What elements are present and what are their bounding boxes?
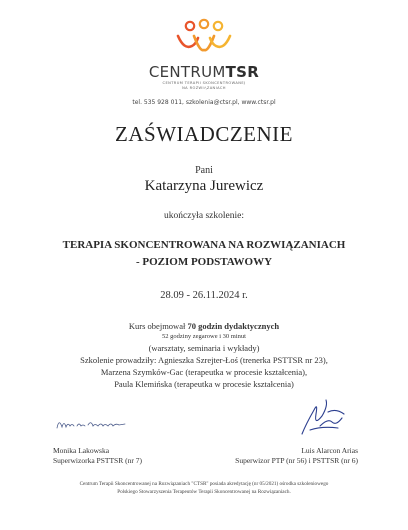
signer-right: [235, 446, 358, 466]
brand-tagline: [0, 81, 408, 91]
brand-light: CENTRUM: [148, 63, 226, 81]
signature-left-image: [55, 414, 127, 434]
logo: [0, 18, 408, 58]
course-dates: 28.09 - 26.11.2024 r.: [160, 290, 248, 301]
brand-name: [0, 63, 408, 81]
scope-prefix: Kurs obejmował: [128, 321, 188, 331]
scope-hours: 70 godzin dydaktycznych: [187, 321, 280, 331]
trainers-line-1: Szkolenie prowadziły: Agnieszka Szrejter-Łoś (trenerka PSTTSR nr 23),: [80, 355, 328, 365]
course-title-line-1: TERAPIA SKONCENTROWANA NA ROZWIĄZANIACH: [62, 239, 346, 251]
certificate-title: ZAŚWIADCZENIE: [115, 122, 293, 146]
signer-right-name: Luis Alarcon Arias: [301, 446, 358, 455]
contact-info: tel. 535 928 011, szkolenia@ctsr.pl, www.ctsr.pl: [132, 99, 276, 106]
signer-left: [53, 446, 142, 466]
signer-right-role: Superwizor PTP (nr 56) i PSTTSR (nr 6): [235, 456, 358, 465]
tagline-line-1: CENTRUM TERAPII SKONCENTROWANEJ: [162, 81, 246, 85]
completed-text: ukończyła szkolenie:: [164, 211, 244, 221]
signer-left-role: Superwizorka PSTTSR (nr 7): [53, 456, 142, 465]
trainers-line-3: Paula Klemińska (terapeutka w procesie kształcenia): [114, 379, 294, 389]
footer-line-2: Polskiego Stowarzyszenia Terapeutów Terapii Skoncentrowanej na Rozwiązaniach.: [117, 489, 291, 495]
salutation: Pani: [195, 165, 213, 176]
tagline-line-2: NA ROZWIĄZANIACH: [182, 86, 226, 90]
footer-line-1: Centrum Terapii Skoncentrowanej na Rozwiązaniach "CTSR" posiada akredytację (nr 05/2021) ośrodka szkoleniowego: [79, 481, 329, 487]
brand-bold: TSR: [225, 63, 260, 81]
course-title-line-2: - POZIOM PODSTAWOWY: [135, 256, 273, 268]
signature-left: [55, 414, 127, 438]
signature-right: [292, 396, 352, 444]
course-scope: [0, 320, 408, 332]
signature-right-image: [292, 396, 352, 440]
course-details: [0, 320, 408, 390]
hours-detail: 52 godziny zegarowe i 30 minut: [162, 333, 246, 340]
trainers-line-2: Marzena Szymków-Gac (terapeutka w procesie kształcenia),: [100, 367, 308, 377]
course-title: [0, 237, 408, 271]
course-format: (warsztaty, seminaria i wykłady): [148, 343, 260, 353]
signer-left-name: Monika Lakowska: [53, 446, 110, 455]
recipient-name: Katarzyna Jurewicz: [144, 178, 264, 194]
people-logo-icon: [174, 18, 234, 58]
accreditation-footer: [30, 480, 378, 496]
